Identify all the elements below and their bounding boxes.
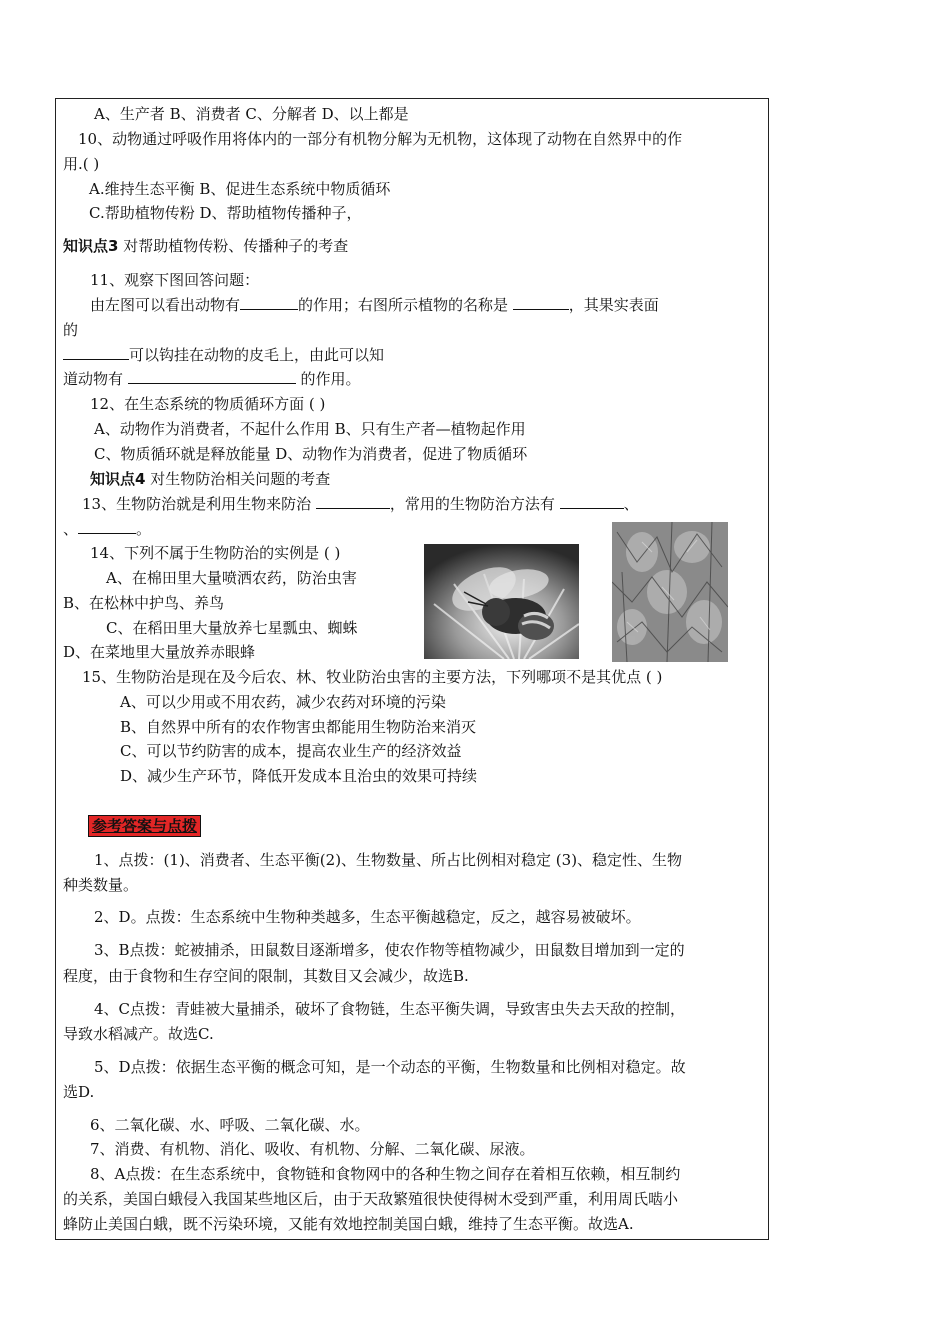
knowledge-point-4: [90, 469, 330, 489]
q10-stem-2: 用.( ): [63, 155, 100, 173]
bee-photo: [424, 544, 579, 659]
q14-option-b: B、在松林中护鸟、养鸟: [63, 594, 225, 612]
q15-option-b: B、自然界中所有的农作物害虫都能用生物防治来消灭: [120, 718, 477, 736]
kp3-label: 知识点3: [63, 237, 119, 255]
q13-text: ，常用的生物防治方法有: [389, 495, 560, 513]
q15-option-c: C、可以节约防害的成本，提高农业生产的经济效益: [120, 742, 462, 760]
answer-7: 7、消费、有机物、消化、吸收、有机物、分解、二氧化碳、尿液。: [90, 1140, 535, 1158]
q10-stem-1: 10、动物通过呼吸作用将体内的一部分有机物分解为无机物，这体现了动物在自然界中的作: [78, 130, 683, 148]
bee-on-flower-icon: [424, 544, 579, 659]
q15-option-a: A、可以少用或不用农药，减少农药对环境的污染: [120, 693, 446, 711]
answer-3-line-2: 程度，由于食物和生存空间的限制，其数目又会减少，故选B.: [63, 967, 469, 985]
answer-6: 6、二氧化碳、水、呼吸、二氧化碳、水。: [90, 1116, 370, 1134]
q11-text: ，其果实表面: [568, 296, 659, 314]
answer-8-line-2: 的关系，美国白蛾侵入我国某些地区后，由于天敌繁殖很快使得树木受到严重，利用周氏啮小: [63, 1190, 679, 1208]
answer-5-line-2: 选D.: [63, 1083, 95, 1101]
q14-option-c: C、在稻田里大量放养七星瓢虫、蜘蛛: [106, 619, 358, 637]
q13-line-2: [63, 519, 151, 539]
q11-line-2: 的: [63, 321, 79, 339]
answer-8-line-3: 蜂防止美国白蛾，既不污染环境，又能有效地控制美国白蛾，维持了生态平衡。故选A.: [63, 1215, 634, 1233]
q13-text: 13、生物防治就是利用生物来防治: [82, 495, 316, 513]
answer-blank[interactable]: [128, 369, 296, 384]
answer-blank[interactable]: [560, 494, 624, 509]
kp3-title: 对帮助植物传粉、传播种子的考查: [118, 237, 349, 255]
answer-1-line-2: 种类数量。: [63, 876, 139, 894]
q15-option-d: D、减少生产环节，降低开发成本且治虫的效果可持续: [120, 767, 478, 785]
q13-text: 、: [623, 495, 639, 513]
q11-text: 道动物有: [63, 370, 128, 388]
q14-option-d: D、在菜地里大量放养赤眼蜂: [63, 643, 256, 661]
answer-2: 2、D。点拨：生态系统中生物种类越多，生态平衡越稳定，反之，越容易被破坏。: [94, 908, 641, 926]
kp4-label: 知识点4: [90, 470, 146, 488]
kp4-title: 对生物防治相关问题的考查: [145, 470, 331, 488]
q11-stem: 11、观察下图回答问题：: [90, 271, 260, 289]
q12-stem: 12、在生态系统的物质循环方面 ( ): [90, 395, 326, 413]
q11-line-3: [63, 345, 384, 365]
q11-line-1: [90, 295, 659, 315]
answer-3-line-1: 3、B点拨：蛇被捕杀，田鼠数目逐渐增多，使农作物等植物减少，田鼠数目增加到一定的: [94, 941, 685, 959]
answer-blank[interactable]: [513, 295, 569, 310]
q11-text: 由左图可以看出动物有: [90, 296, 241, 314]
cocklebur-plant-icon: [612, 522, 728, 662]
answers-heading: [88, 815, 201, 837]
q10-options-ab: A.维持生态平衡 B、促进生态系统中物质循环: [89, 180, 391, 198]
q12-options-cd: C、物质循环就是释放能量 D、动物作为消费者，促进了物质循环: [94, 445, 528, 463]
q9-options: A、生产者 B、消费者 C、分解者 D、以上都是: [94, 105, 409, 123]
answers-heading-label: 参考答案与点拨: [88, 815, 201, 837]
q15-stem: 15、生物防治是现在及今后农、林、牧业防治虫害的主要方法，下列哪项不是其优点 ( ): [82, 668, 663, 686]
q11-text: 可以钩挂在动物的皮毛上，由此可以知: [129, 346, 385, 364]
answer-4-line-2: 导致水稻减产。故选C.: [63, 1025, 214, 1043]
answer-8-line-1: 8、A点拨：在生态系统中，食物链和食物网中的各种生物之间存在着相互依赖，相互制约: [90, 1165, 681, 1183]
answer-5-line-1: 5、D点拨：依据生态平衡的概念可知，是一个动态的平衡，生物数量和比例相对稳定。故: [94, 1058, 686, 1076]
knowledge-point-3: [63, 236, 348, 256]
answer-blank[interactable]: [316, 494, 390, 509]
answer-blank[interactable]: [78, 519, 136, 534]
q13-line-1: [82, 494, 639, 514]
answer-4-line-1: 4、C点拨：青蛙被大量捕杀，破坏了食物链，生态平衡失调，导致害虫失去天敌的控制，: [94, 1000, 686, 1018]
q11-line-4: [63, 369, 361, 389]
answer-blank[interactable]: [240, 295, 298, 310]
q14-option-a: A、在棉田里大量喷洒农药，防治虫害: [106, 569, 357, 587]
answer-blank[interactable]: [63, 345, 129, 360]
q11-text: 的作用。: [295, 370, 361, 388]
q11-text: 的作用；右图所示植物的名称是: [298, 296, 513, 314]
q13-text: 。: [136, 520, 152, 538]
q12-options-ab: A、动物作为消费者，不起什么作用 B、只有生产者—植物起作用: [94, 420, 526, 438]
answer-1-line-1: 1、点拨：(1)、消费者、生态平衡(2)、生物数量、所占比例相对稳定 (3)、稳定性、生物: [94, 851, 683, 869]
q10-options-cd: C.帮助植物传粉 D、帮助植物传播种子，: [89, 204, 362, 222]
cocklebur-photo: [612, 522, 728, 662]
q14-stem: 14、下列不属于生物防治的实例是 ( ): [90, 544, 341, 562]
q13-text: 、: [63, 520, 79, 538]
